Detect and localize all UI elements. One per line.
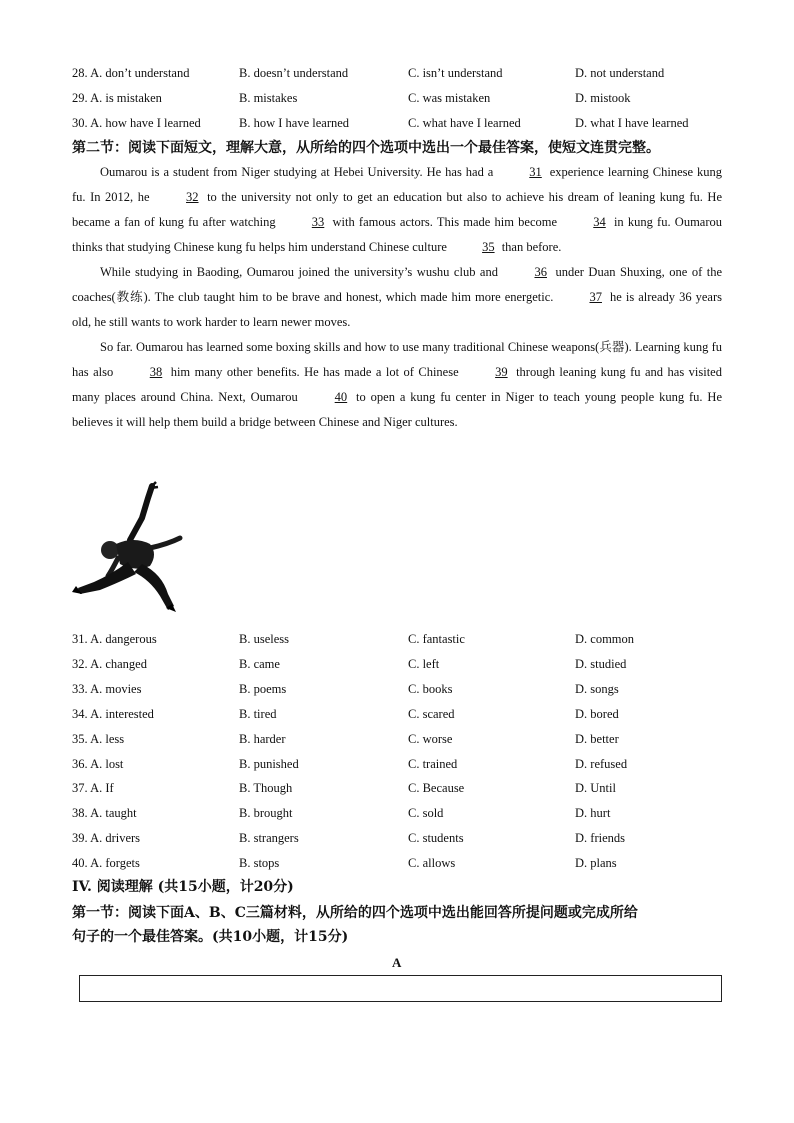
section2-heading: 第二节：阅读下面短文，理解大意，从所给的四个选项中选出一个最佳答案，使短文连贯完整。 [72, 140, 660, 156]
question-number: 39. [72, 831, 88, 846]
option-text: A. forgets [90, 856, 140, 871]
question-number: 40. [72, 856, 88, 871]
blank-38[interactable]: 38 [149, 365, 163, 379]
option-c[interactable]: C. sold [408, 806, 444, 821]
question-row [72, 654, 732, 674]
option-c[interactable]: C. was mistaken [408, 91, 491, 105]
question-number: 38. [72, 806, 88, 821]
question-number: 33. [72, 681, 88, 696]
option-text: A. drivers [90, 831, 141, 846]
question-row [72, 853, 732, 873]
option-a[interactable] [72, 828, 140, 848]
blank-32[interactable]: 32 [186, 190, 199, 204]
blank-33[interactable]: 33 [311, 215, 325, 229]
option-text: A. lost [90, 756, 124, 771]
question-number: 29. [72, 91, 88, 105]
option-c[interactable]: C. scared [408, 706, 455, 721]
option-text: A. how have I learned [90, 116, 201, 130]
passage-paragraph-3 [72, 335, 722, 435]
option-d[interactable]: D. bored [575, 706, 619, 721]
option-a[interactable] [72, 63, 189, 83]
option-b[interactable]: B. mistakes [239, 91, 298, 105]
option-text: A. don’t understand [90, 66, 190, 80]
passage-paragraph-1 [72, 160, 722, 260]
option-c[interactable]: C. books [408, 681, 453, 696]
cloze-passage [72, 160, 722, 435]
option-d[interactable]: D. hurt [575, 806, 611, 821]
part4-instruction-line1: 第一节：阅读下面A、B、C三篇材料，从所给的四个选项中选出能回答所提问题或完成所给 [72, 905, 638, 921]
option-b[interactable]: B. strangers [239, 831, 299, 846]
option-b[interactable]: B. tired [239, 706, 277, 721]
question-number: 37. [72, 781, 88, 796]
section-a-box [79, 975, 722, 1002]
question-number: 35. [72, 731, 88, 746]
passage-text: While studying in Baoding, Oumarou joined the university’s wushu club and [100, 265, 503, 279]
option-a[interactable] [72, 729, 124, 749]
option-d[interactable]: D. not understand [575, 66, 665, 80]
option-b[interactable]: B. poems [239, 681, 287, 696]
option-a[interactable] [72, 754, 123, 774]
question-row [72, 63, 732, 83]
option-d[interactable]: D. plans [575, 856, 617, 871]
passage-text: with famous actors. This made him become [328, 215, 562, 229]
option-a[interactable] [72, 113, 201, 133]
option-d[interactable]: D. common [575, 632, 635, 646]
section-a-label: A [392, 955, 402, 970]
option-a[interactable] [72, 629, 157, 649]
blank-34[interactable]: 34 [593, 215, 606, 229]
passage-text: in kung fu. Oumarou thinks that studying Chinese kung fu helps him understand Chinese culture [72, 215, 723, 254]
question-row [72, 828, 732, 848]
question-row [72, 704, 732, 724]
option-c[interactable]: C. left [408, 656, 440, 671]
passage-text: to the university not only to get an education but also to achieve his dream of leaning kung fu. He became a fan of kung fu after watching [72, 190, 722, 229]
passage-text: than before. [498, 240, 562, 254]
blank-36[interactable]: 36 [534, 265, 547, 279]
option-b[interactable]: B. how I have learned [239, 116, 350, 130]
question-row [72, 679, 732, 699]
passage-text: So far. Oumarou has learned some boxing skills and how to use many traditional Chinese weapons(兵器). Learning kung fu has also [72, 340, 722, 379]
question-row [72, 803, 732, 823]
question-number: 32. [72, 656, 88, 671]
passage-text: him many other benefits. He has made a lot of Chinese [166, 365, 464, 379]
question-row [72, 113, 732, 133]
option-d[interactable]: D. studied [575, 656, 627, 671]
question-number: 30. [72, 116, 88, 130]
part4-instruction-line2: 句子的一个最佳答案。(共10小题，计15分) [72, 929, 349, 945]
option-b[interactable]: B. stops [239, 856, 280, 871]
option-a[interactable] [72, 704, 154, 724]
option-a[interactable] [72, 853, 140, 873]
option-d[interactable]: D. mistook [575, 91, 631, 105]
option-b[interactable]: B. Though [239, 781, 293, 796]
option-b[interactable]: B. punished [239, 756, 299, 771]
question-number: 31. [72, 632, 88, 646]
option-a[interactable] [72, 654, 147, 674]
passage-text: Oumarou is a student from Niger studying at Hebei University. He has had a [100, 165, 498, 179]
passage-text: through leaning kung fu and has visited many places around China. Next, Oumarou [72, 365, 722, 404]
option-b[interactable]: B. useless [239, 632, 289, 646]
passage-text: he is already 36 years old, he still wants to work harder to learn newer moves. [72, 290, 722, 329]
option-c[interactable]: C. students [408, 831, 464, 846]
blank-39[interactable]: 39 [495, 365, 508, 379]
passage-text: under Duan Shuxing, one of the coaches(教练). The club taught him to be brave and honest, which made him more energetic. [72, 265, 722, 304]
option-a[interactable] [72, 679, 141, 699]
option-c[interactable]: C. trained [408, 756, 458, 771]
option-a[interactable] [72, 803, 137, 823]
question-row [72, 729, 732, 749]
option-text: A. If [90, 781, 114, 796]
blank-31[interactable]: 31 [529, 165, 542, 179]
kung-fu-figure-illustration [72, 478, 187, 613]
option-text: A. interested [90, 706, 154, 721]
option-c[interactable]: C. allows [408, 856, 456, 871]
option-text: A. is mistaken [90, 91, 162, 105]
question-row [72, 754, 732, 774]
option-b[interactable]: B. harder [239, 731, 286, 746]
option-c[interactable]: C. worse [408, 731, 453, 746]
option-text: A. taught [90, 806, 137, 821]
question-number: 34. [72, 706, 88, 721]
option-text: A. dangerous [90, 632, 157, 646]
option-d[interactable]: D. songs [575, 681, 619, 696]
question-number: 28. [72, 66, 88, 80]
option-b[interactable]: B. brought [239, 806, 293, 821]
question-row [72, 88, 732, 108]
option-a[interactable] [72, 88, 162, 108]
question-number: 36. [72, 756, 88, 771]
option-c[interactable]: C. Because [408, 781, 465, 796]
option-a[interactable] [72, 778, 114, 798]
blank-37[interactable]: 37 [589, 290, 602, 304]
option-d[interactable]: D. friends [575, 831, 625, 846]
question-row [72, 629, 732, 649]
option-c[interactable]: C. what have I learned [408, 116, 521, 130]
blank-40[interactable]: 40 [334, 390, 348, 404]
option-b[interactable]: B. came [239, 656, 280, 671]
option-d[interactable]: D. refused [575, 756, 628, 771]
option-d[interactable]: D. what I have learned [575, 116, 689, 130]
option-text: A. less [90, 731, 125, 746]
blank-35[interactable]: 35 [482, 240, 495, 254]
question-row [72, 778, 732, 798]
part4-heading: IV. 阅读理解 (共15小题，计20分) [72, 879, 294, 895]
passage-text: to open a kung fu center in Niger to teach young people kung fu. He believes it will help them build a bridge between Chinese and Niger cultures. [72, 390, 722, 429]
option-text: A. movies [90, 681, 142, 696]
passage-text: experience learning Chinese kung fu. In 2012, he [72, 165, 722, 204]
option-c[interactable]: C. isn’t understand [408, 66, 503, 80]
option-d[interactable]: D. Until [575, 781, 616, 796]
passage-paragraph-2 [72, 260, 722, 335]
option-text: A. changed [90, 656, 147, 671]
option-d[interactable]: D. better [575, 731, 619, 746]
option-b[interactable]: B. doesn’t understand [239, 66, 349, 80]
option-c[interactable]: C. fantastic [408, 632, 465, 646]
